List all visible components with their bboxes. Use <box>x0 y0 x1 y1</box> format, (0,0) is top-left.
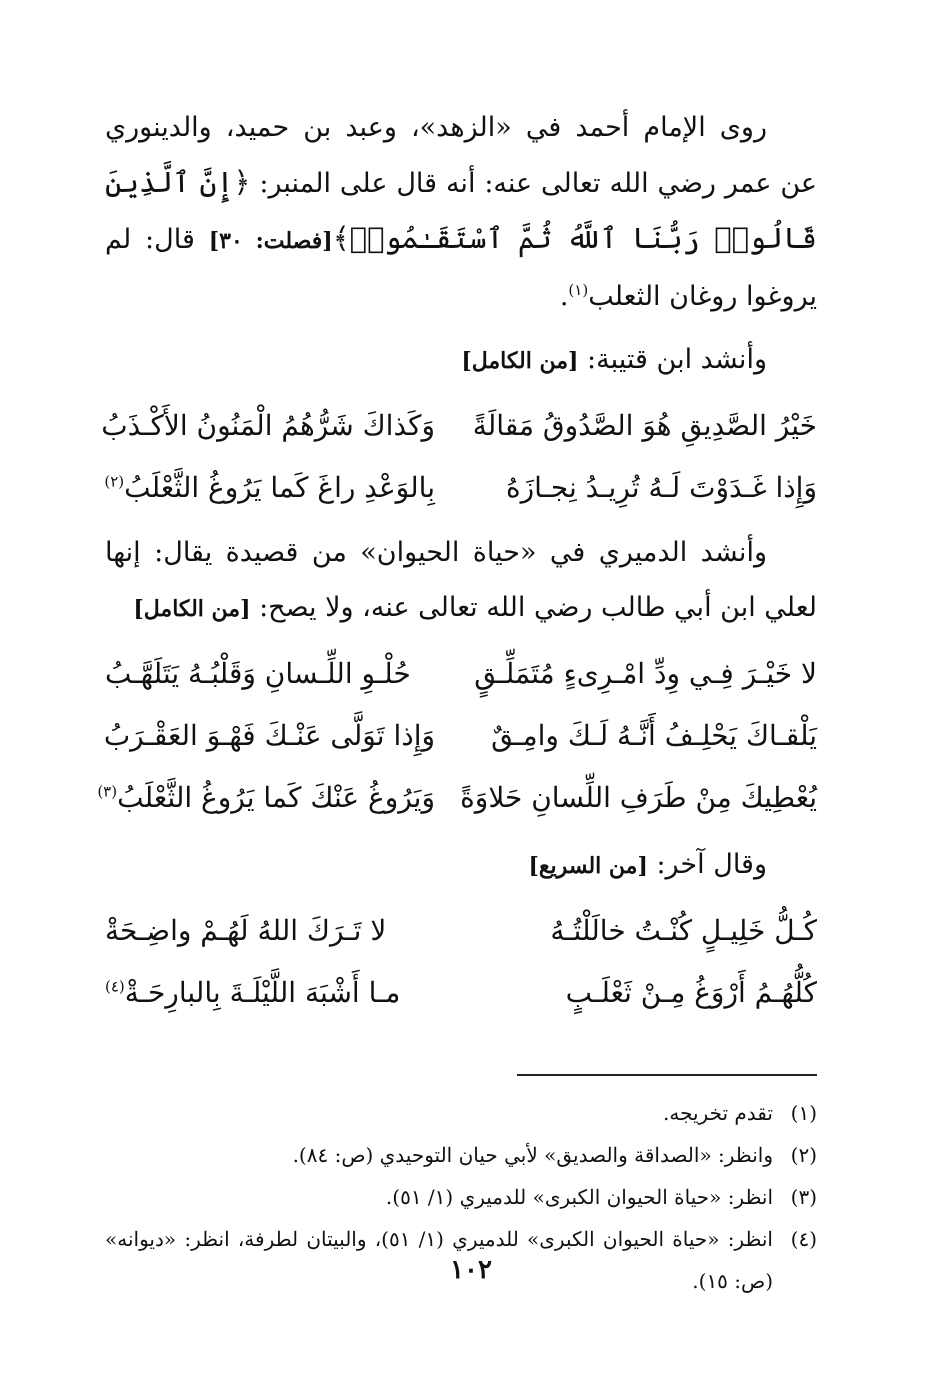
paragraph-damiri <box>105 525 817 637</box>
verse-second-hemistich <box>101 406 435 446</box>
verse-second-text: وَيَرُوغُ عَنْكَ كَما يَرُوغُ الثَّعْلَبُ <box>117 781 435 814</box>
meter-label: [من السريع] <box>528 853 648 879</box>
verse-second-hemistich <box>105 716 435 756</box>
footnote-mark: (٣) <box>97 782 118 801</box>
intro-ibn-qutayba <box>105 332 817 389</box>
footnote-mark: (٢) <box>104 472 125 491</box>
paragraph-text: وأنشد الدميري في «حياة الحيوان» من قصيدة يقال: إنها لعلي ابن أبي طالب رضي الله تعالى عنه، ولا يصح: <box>105 537 817 623</box>
verse-first-hemistich: كُـلُّ خَلِيـلٍ كُنْـتُ خالَلْتُـهُ <box>550 914 817 947</box>
footnote-mark: (١) <box>568 281 589 299</box>
footnote-number: (٤) <box>790 1227 817 1251</box>
verse-line <box>105 900 817 962</box>
poem-ibn-qutayba <box>101 395 817 519</box>
footnote-separator <box>517 1074 817 1076</box>
footnote-text: انظر: «حياة الحيوان الكبرى» للدميري (١/ ٥١). <box>385 1185 773 1209</box>
verse-second-hemistich <box>105 973 435 1013</box>
paragraph-end: . <box>559 281 569 312</box>
poem-another <box>105 900 817 1024</box>
quran-verse: ﴿إِنَّ ٱلَّذِينَ قَالُوا۟ رَبُّنَا ٱللَّهُ ثُمَّ ٱسْتَقَـٰمُوا۟﴾ <box>105 165 817 255</box>
footnote-text: انظر: «حياة الحيوان الكبرى» للدميري (١/ ٥١)، والبيتان لطرفة، انظر: «ديوانه» (ص: ١٥). <box>105 1227 773 1293</box>
footnote-text: وانظر: «الصداقة والصديق» لأبي حيان التوحيدي (ص: ٨٤). <box>292 1143 773 1167</box>
paragraph-umar <box>105 100 817 324</box>
footnote-item <box>105 1134 817 1176</box>
verse-second-text: مـا أَشْبَهَ اللَّيْلَـةَ بِالبارِحَـةْ <box>124 976 401 1009</box>
verse-second-hemistich <box>105 468 435 508</box>
verse-second-hemistich <box>105 654 435 694</box>
verse-line <box>105 962 817 1024</box>
verse-first-hemistich: يُعْطِيكَ مِنْ طَرَفِ اللِّسانِ حَلاوَةً <box>460 781 817 814</box>
verse-second-text: وَكَذاكَ شَرُّهُمُ الْمَنُونُ الأَكْـذَبُ <box>101 409 435 442</box>
verse-line <box>105 643 817 705</box>
verse-second-text: بِالوَعْدِ راغَ كَما يَرُوغُ الثَّعْلَبُ <box>124 471 435 504</box>
footnote-item <box>105 1176 817 1218</box>
footnote-number: (٢) <box>790 1143 817 1167</box>
verse-second-text: وَإِذا تَوَلَّى عَنْـكَ فَهْـوَ العَقْـرَبُ <box>103 719 435 752</box>
intro-another <box>105 837 817 894</box>
verse-line <box>101 395 817 457</box>
paragraph-text: قال: لم يروغوا روغان الثعلب <box>105 224 817 312</box>
paragraph-text: روى الإمام أحمد في «الزهد»، وعبد بن حميد، والدينوري عن عمر رضي الله تعالى عنه: أنه قال على المنبر: <box>105 112 818 199</box>
quran-reference: [فصلت: ٣٠] <box>208 228 333 254</box>
verse-line <box>105 705 817 767</box>
meter-label: [من الكامل] <box>133 596 251 622</box>
verse-second-text: لا تَـرَكَ اللهُ لَهُـمْ واضِـحَةْ <box>105 914 387 947</box>
footnote-number: (١) <box>790 1101 817 1125</box>
intro-text: وأنشد ابن قتيبة: <box>578 344 767 375</box>
verse-line <box>105 457 817 519</box>
footnote-item <box>105 1092 817 1134</box>
verse-first-hemistich: كُلُّهُـمُ أَرْوَغُ مِـنْ ثَعْلَـبٍ <box>565 976 817 1009</box>
verse-line <box>97 767 817 829</box>
verse-second-hemistich <box>97 778 435 818</box>
page-number: ١٠٢ <box>450 1255 492 1285</box>
meter-label: [من الكامل] <box>461 348 579 374</box>
footnote-text: تقدم تخريجه. <box>663 1101 773 1125</box>
verse-first-hemistich: لا خَيْـرَ فِـي وِدِّ امْـرِىءٍ مُتَمَلِّـقٍ <box>474 657 817 690</box>
verse-first-hemistich: وَإِذا غَـدَوْتَ لَـهُ تُرِيـدُ نِجـازَهُ <box>505 471 817 504</box>
intro-text: وقال آخر: <box>647 849 767 880</box>
verse-first-hemistich: يَلْقـاكَ يَحْلِـفُ أَنَّـهُ لَـكَ وامِـقٌ <box>491 719 817 752</box>
footnote-number: (٣) <box>790 1185 817 1209</box>
verse-second-hemistich <box>105 911 435 951</box>
verse-second-text: حُلْـوِ اللِّـسانِ وَقَلْبُـهُ يَتَلَهَّـبُ <box>105 657 411 690</box>
book-page <box>97 100 818 1375</box>
footnote-mark: (٤) <box>105 977 125 996</box>
poem-ali <box>97 643 817 829</box>
verse-first-hemistich: خَيْرُ الصَّدِيقِ هُوَ الصَّدُوقُ مَقالَةً <box>472 409 817 442</box>
